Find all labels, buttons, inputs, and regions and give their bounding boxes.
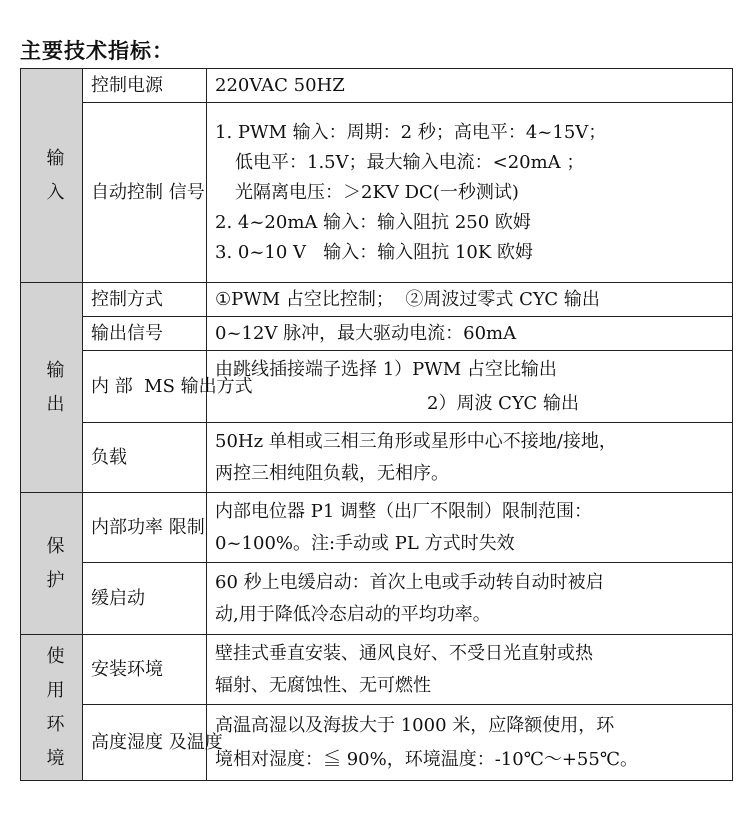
row-label-power: 控制电源: [83, 69, 207, 103]
row-value-climate: 高温高湿以及海拔大于 1000 米，应降额使用，环 境相对湿度：≦ 90%，环境温度：-10℃～+55℃。: [207, 705, 733, 781]
row-label-control-mode: 控制方式: [83, 283, 207, 317]
row-value-power-limit: 内部电位器 P1 调整（出厂不限制）限制范围： 0~100%。注:手动或 PL 方式时失效: [207, 493, 733, 563]
table-row: [21, 351, 733, 423]
table-row: [21, 493, 733, 563]
row-label-auto-signal: 自动控制 信号: [83, 103, 207, 283]
row-label-power-limit: 内部功率 限制: [83, 493, 207, 563]
table-row: [21, 69, 733, 103]
row-value-control-mode: ①PWM 占空比控制； ②周波过零式 CYC 输出: [207, 283, 733, 317]
row-value-ms-output: 由跳线插接端子选择 1）PWM 占空比输出 2）周波 CYC 输出: [207, 351, 733, 423]
row-label-install: 安装环境: [83, 635, 207, 705]
row-label-load: 负载: [83, 423, 207, 493]
table-row: [21, 635, 733, 705]
spec-heading: 主要技术指标：: [20, 39, 174, 63]
row-value-soft-start: 60 秒上电缓启动：首次上电或手动转自动时被启 动,用于降低冷态启动的平均功率。: [207, 563, 733, 635]
row-label-climate: 高度湿度 及温度: [83, 705, 207, 781]
row-value-load: 50Hz 单相或三相三角形或星形中心不接地/接地， 两控三相纯阻负载，无相序。: [207, 423, 733, 493]
row-label-soft-start: 缓启动: [83, 563, 207, 635]
table-row: [21, 423, 733, 493]
spec-table: [20, 68, 733, 781]
category-env: 使 用 环 境: [21, 635, 83, 781]
category-output: 输 出: [21, 283, 83, 493]
table-row: [21, 283, 733, 317]
row-value-power: 220VAC 50HZ: [207, 69, 733, 103]
category-protect: 保 护: [21, 493, 83, 635]
row-label-ms-output: 内 部 MS 输出方式: [83, 351, 207, 423]
row-value-output-signal: 0~12V 脉冲，最大驱动电流：60mA: [207, 317, 733, 351]
row-label-output-signal: 输出信号: [83, 317, 207, 351]
category-input: 输 入: [21, 69, 83, 283]
table-row: [21, 705, 733, 781]
row-value-auto-signal: 1. PWM 输入：周期：2 秒；高电平：4~15V； 低电平：1.5V；最大输入电流：<20mA ； 光隔离电压：＞2KV DC(一秒测试) 2. 4~20mA 输入：输入阻抗 250 欧姆 3. 0~10 V 输入：输入阻抗 10K 欧姆: [207, 103, 733, 283]
row-value-install: 壁挂式垂直安装、通风良好、不受日光直射或热 辐射、无腐蚀性、无可燃性: [207, 635, 733, 705]
table-row: [21, 103, 733, 283]
table-row: [21, 563, 733, 635]
table-row: [21, 317, 733, 351]
